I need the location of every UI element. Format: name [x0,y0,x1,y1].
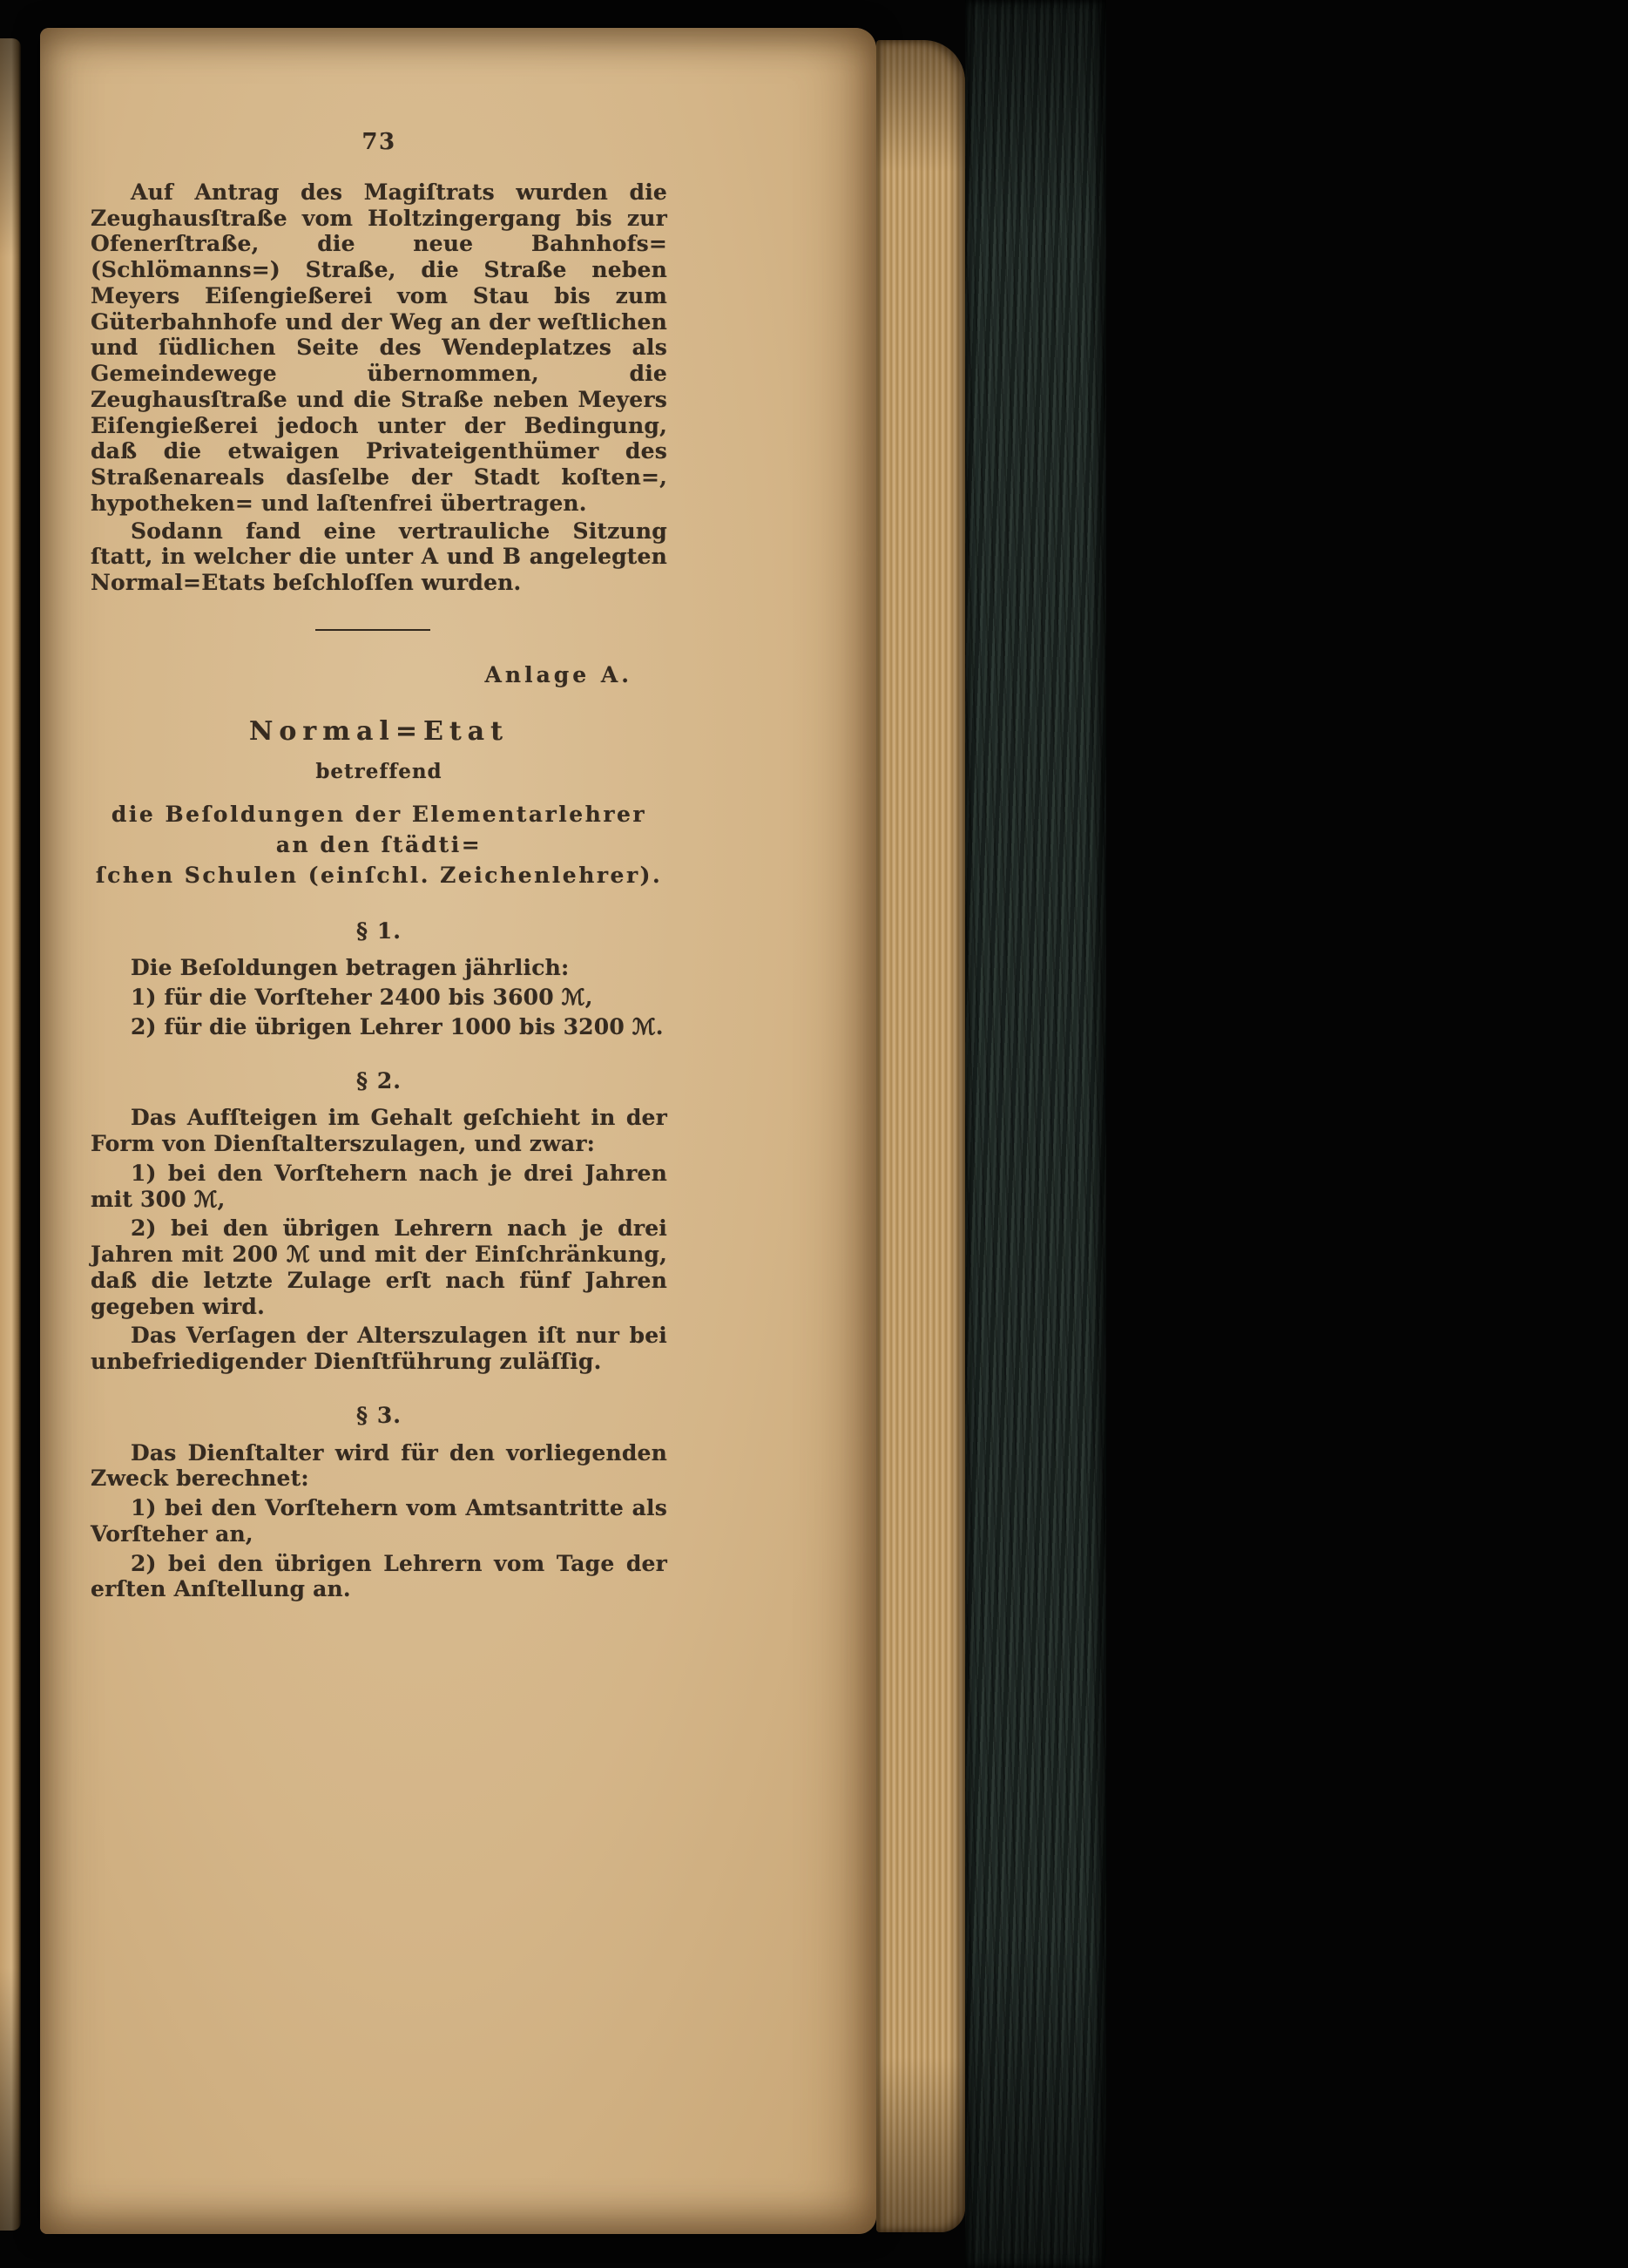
section-paragraph: 1) bei den Vorſtehern vom Amtsantritte als Vorſteher an, [91,1495,667,1547]
subject-line: die Beſoldungen der Elementarlehrer an den ſtädti= [111,801,647,857]
section-paragraph: 2) bei den übrigen Lehrern nach je drei Jahren mit 200 ℳ und mit der Einſchränkung, daß die letzte Zulage erſt nach fünf Jahren gegeben wird. [91,1215,667,1319]
section-2 [91,1068,667,1375]
section-paragraph: Das Verſagen der Alterszulagen iſt nur bei unbefriedigender Dienſtführung zuläſſig. [91,1323,667,1375]
section-3 [91,1403,667,1602]
adjacent-page-sliver [0,38,21,2231]
page-content [91,129,667,1602]
separator-rule [315,629,430,631]
intro-paragraph: Sodann fand eine vertrauliche Sitzung ſtatt, in welcher die unter A und B angelegten Normal=Etats beſchloſſen wurden. [91,518,667,596]
section-1 [91,918,667,1040]
section-paragraph: 1) bei den Vorſtehern nach je drei Jahren mit 300 ℳ, [91,1160,667,1212]
etat-subtitle: betreffend [315,760,442,784]
section-heading: § 1. [356,917,402,944]
section-paragraph: Das Aufſteigen im Gehalt geſchieht in der Form von Dienſtalterszulagen, und zwar: [91,1105,667,1157]
section-paragraph: 1) für die Vorſteher 2400 bis 3600 ℳ, [131,985,593,1011]
section-paragraph: 2) bei den übrigen Lehrern vom Tage der erſten Anſtellung an. [91,1550,667,1602]
section-heading: § 3. [356,1402,402,1428]
page-number: 73 [361,129,396,155]
annex-label: Anlage A. [484,661,632,687]
page-fore-edge [876,40,965,2232]
intro-paragraph: Auf Antrag des Magiſtrats wurden die Zeughausſtraße vom Holtzingergang bis zur Ofenerſtraße, die neue Bahnhofs= (Schlömanns=) Straße, die Straße neben Meyers Eiſengießerei vom Stau bis zum Güterbahnhofe und der Weg an der weſtlichen und ſüdlichen Seite des Wendeplatzes als Gemeindewege übernommen, die Zeughausſtraße und die Straße neben Meyers Eiſengießerei jedoch unter der Bedingung, daß die etwaigen Privateigenthümer des Straßenareals dasſelbe der Stadt koſten=, hypotheken= und laſtenfrei übertragen. [91,179,667,516]
section-paragraph: Die Beſoldungen betragen jährlich: [131,955,570,981]
book-page [40,28,876,2234]
section-paragraph: 2) für die übrigen Lehrer 1000 bis 3200 ℳ. [131,1013,664,1039]
book-cover-edge [965,0,1106,2268]
section-heading: § 2. [356,1067,402,1093]
etat-title: Normal=Etat [249,715,509,747]
section-paragraph: Das Dienſtalter wird für den vorliegenden Zweck berechnet: [91,1439,667,1492]
subject-line: ſchen Schulen (einſchl. Zeichenlehrer). [95,862,663,888]
